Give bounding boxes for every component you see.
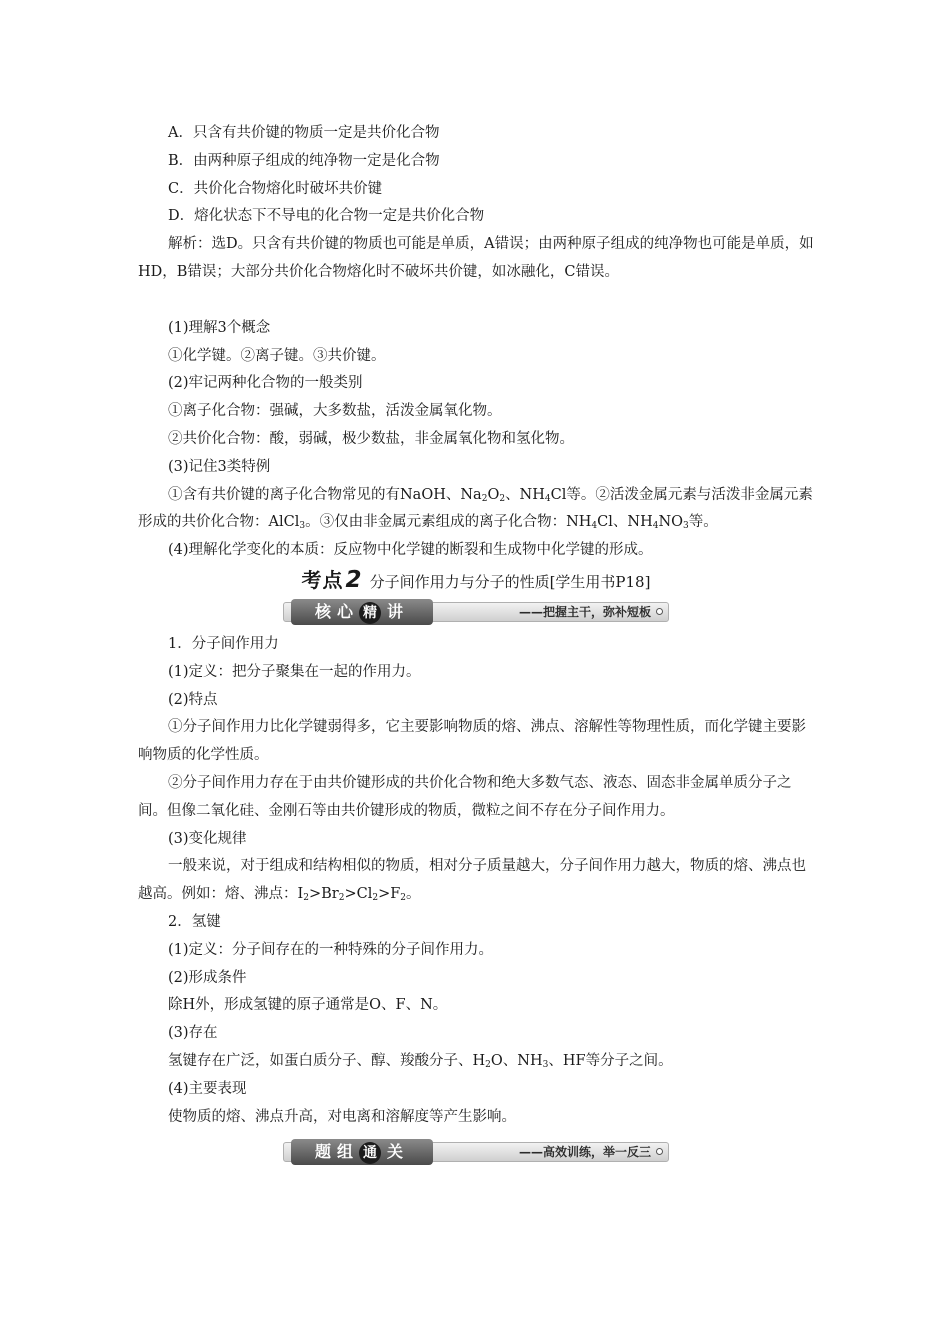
section-heading (138, 565, 814, 597)
banner-highlight-char: 精 (359, 602, 381, 624)
s2-effects: 使物质的熔、沸点升高，对电离和溶解度等产生影响。 (168, 1108, 516, 1125)
banner-highlight-char: 通 (359, 1142, 381, 1164)
banner-tab: 题组 通 关 (291, 1139, 433, 1165)
summary-item-4: (4)理解化学变化的本质：反应物中化学键的断裂和生成物中化学键的形成。 (168, 542, 653, 559)
summary-item-1-body: ①化学键。②离子键。③共价键。 (168, 347, 386, 364)
s2-definition: (1)定义：分子间存在的一种特殊的分子间作用力。 (168, 941, 494, 958)
core-lecture-banner (283, 599, 669, 625)
kaodian-number: 2 (345, 566, 362, 593)
option-a: A．只含有共价键的物质一定是共价化合物 (168, 125, 440, 141)
s2-condition: 除H外，形成氢键的原子通常是O、F、N。 (168, 997, 448, 1014)
option-b: B．由两种原子组成的纯净物一定是化合物 (168, 152, 440, 169)
s1-feature-1: ①分子间作用力比化学键弱得多，它主要影响物质的熔、沸点、溶解性等物理性质，而化学键主要影响物质的化学性质。 (138, 719, 806, 764)
content-area (138, 120, 814, 1171)
banner-dot-icon (656, 608, 663, 615)
s1-feature-2: ②分子间作用力存在于由共价键形成的共价化合物和绝大多数气态、液态、固态非金属单质分子之间。但像二氧化硅、金刚石等由共价键形成的物质，微粒之间不存在分子间作用力。 (138, 774, 792, 819)
banner-slogan: ——高效训练，举一反三 (518, 1145, 651, 1160)
analysis-text: 解析：选D。只含有共价键的物质也可能是单质，A错误；由两种原子组成的纯净物也可能是单质，如HD，B错误；大部分共价化合物熔化时不破坏共价键，如冰融化，C错误。 (138, 236, 814, 280)
summary-item-1-heading: (1)理解3个概念 (168, 319, 271, 336)
practice-banner (283, 1139, 669, 1165)
s2-existence-heading: (3)存在 (168, 1025, 218, 1042)
s1-features-heading: (2)特点 (168, 691, 218, 708)
s2-effects-heading: (4)主要表现 (168, 1080, 247, 1097)
kaodian-title: 分子间作用力与分子的性质[学生用书P18] (369, 572, 651, 591)
s1-rule-body: 一般来说，对于组成和结构相似的物质，相对分子质量越大，分子间作用力越大，物质的熔、沸点也越高。例如：熔、沸点：$I_2>Br_2>Cl_2>F_2$。 (138, 858, 806, 904)
s2-condition-heading: (2)形成条件 (168, 969, 247, 986)
summary-item-2-heading: (2)牢记两种化合物的一般类别 (168, 375, 363, 392)
spacer (138, 287, 814, 315)
s2-existence: 氢键存在广泛，如蛋白质分子、醇、羧酸分子、$H_2O$、$NH_3$、HF等分子之间。 (168, 1052, 673, 1070)
option-d: D．熔化状态下不导电的化合物一定是共价化合物 (168, 208, 485, 225)
banner-tab: 核心 精 讲 (291, 599, 433, 625)
s1-heading: 1．分子间作用力 (168, 635, 279, 652)
s1-rule-heading: (3)变化规律 (168, 830, 247, 847)
summary-ionic-compounds: ①离子化合物：强碱，大多数盐，活泼金属氧化物。 (168, 403, 502, 420)
kaodian-label: 考点 (301, 567, 344, 592)
s2-heading: 2．氢键 (168, 913, 221, 930)
banner-slogan: ——把握主干，弥补短板 (518, 604, 651, 619)
option-c: C．共价化合物熔化时破坏共价键 (168, 180, 383, 197)
summary-special-cases: ①含有共价键的离子化合物常见的有NaOH、$Na_2O_2$、$NH_4Cl$等。②活泼金属元素与活泼非金属元素形成的共价化合物：AlCl$_3$。③仅由非金属元素组成的离子化合物：$NH_4Cl$、$NH_4NO_3$等。 (138, 486, 813, 532)
summary-item-3-heading: (3)记住3类特例 (168, 458, 271, 475)
s1-definition: (1)定义：把分子聚集在一起的作用力。 (168, 663, 421, 680)
summary-covalent-compounds: ②共价化合物：酸，弱碱，极少数盐，非金属氧化物和氢化物。 (168, 430, 574, 447)
